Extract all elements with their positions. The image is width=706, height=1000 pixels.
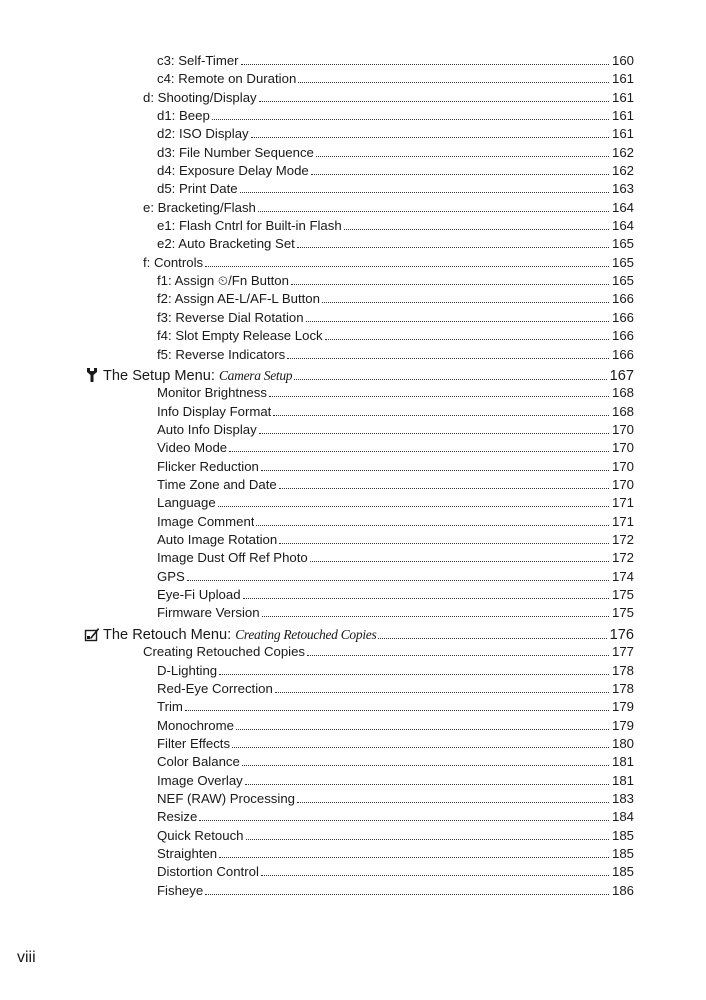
toc-entry[interactable] — [0, 421, 706, 439]
dot-leader — [378, 638, 607, 639]
wrench-icon — [84, 367, 100, 383]
toc-entry-label: d2: ISO Display — [157, 126, 249, 142]
toc-entry-page: 177 — [611, 644, 634, 660]
toc-entry-page: 179 — [611, 717, 634, 733]
toc-entry[interactable] — [0, 698, 706, 716]
toc-entry[interactable] — [0, 845, 706, 863]
toc-entry[interactable] — [0, 439, 706, 457]
toc-entry-page: 166 — [611, 291, 634, 307]
toc-entry-page: 172 — [611, 550, 634, 566]
toc-entry[interactable] — [0, 272, 706, 290]
toc-entry-label: f3: Reverse Dial Rotation — [157, 309, 304, 325]
toc-entry-label: Straighten — [157, 846, 218, 862]
dot-leader — [311, 174, 609, 175]
toc-entry-page: 165 — [611, 236, 634, 252]
toc-entry-label: Monitor Brightness — [157, 385, 267, 401]
dot-leader — [212, 119, 609, 120]
toc-entry[interactable] — [0, 790, 706, 808]
dot-leader — [279, 543, 609, 544]
dot-leader — [242, 765, 609, 766]
toc-entry-label: The Retouch Menu: — [103, 626, 232, 643]
dot-leader — [310, 561, 609, 562]
toc-entry-page: 168 — [611, 385, 634, 401]
toc-entry-page: 161 — [611, 89, 634, 105]
toc-entry-label: Trim — [157, 699, 183, 715]
toc-entry-subtitle: Creating Retouched Copies — [235, 626, 377, 642]
toc-entry-page: 164 — [611, 218, 634, 234]
toc-entry-page: 166 — [611, 346, 634, 362]
dot-leader — [306, 321, 609, 322]
toc-entry-page: 174 — [611, 568, 634, 584]
toc-entry[interactable] — [0, 735, 706, 753]
dot-leader — [259, 433, 609, 434]
toc-entry[interactable] — [0, 125, 706, 143]
toc-entry-page: 163 — [611, 181, 634, 197]
toc-entry-page: 166 — [611, 328, 634, 344]
dot-leader — [218, 506, 609, 507]
page-number: viii — [17, 949, 36, 966]
toc-entry-page: 162 — [611, 144, 634, 160]
toc-entry-page: 185 — [611, 846, 634, 862]
toc-entry-page: 172 — [611, 532, 634, 548]
toc-entry-label: d1: Beep — [157, 108, 210, 124]
section-heading[interactable] — [0, 364, 706, 385]
toc-entry[interactable] — [0, 235, 706, 253]
toc-entry-label: Creating Retouched Copies — [143, 644, 306, 660]
toc-entry[interactable] — [0, 772, 706, 790]
toc-entry-label: d3: File Number Sequence — [157, 144, 314, 160]
toc-entry-page: 176 — [609, 626, 634, 643]
dot-leader — [322, 302, 609, 303]
dot-leader — [229, 451, 609, 452]
toc-entry[interactable] — [0, 476, 706, 494]
toc-entry-page: 185 — [611, 864, 634, 880]
toc-entry-label: D-Lighting — [157, 662, 218, 678]
dot-leader — [245, 784, 609, 785]
toc-entry[interactable] — [0, 290, 706, 308]
toc-entry[interactable] — [0, 144, 706, 162]
dot-leader — [205, 894, 609, 895]
dot-leader — [187, 580, 609, 581]
dot-leader — [297, 247, 609, 248]
toc-entry[interactable] — [0, 549, 706, 567]
dot-leader — [294, 379, 607, 380]
toc-entry[interactable] — [0, 513, 706, 531]
toc-entry-label: e2: Auto Bracketing Set — [157, 236, 295, 252]
toc-entry-label: Resize — [157, 809, 198, 825]
toc-entry[interactable] — [0, 403, 706, 421]
section-heading[interactable] — [0, 623, 706, 644]
dot-leader — [258, 211, 609, 212]
dot-leader — [261, 875, 609, 876]
toc-entry-label: Image Comment — [157, 513, 255, 529]
retouch-icon — [84, 626, 100, 642]
toc-entry-label: Flicker Reduction — [157, 458, 259, 474]
toc-entry-label: f: Controls — [143, 254, 204, 270]
toc-entry-label: Monochrome — [157, 717, 234, 733]
toc-entry-label: f4: Slot Empty Release Lock — [157, 328, 323, 344]
toc-entry[interactable] — [0, 643, 706, 661]
toc-entry[interactable] — [0, 586, 706, 604]
toc-entry-label: f2: Assign AE-L/AF-L Button — [157, 291, 320, 307]
toc-entry-page: 170 — [611, 440, 634, 456]
toc-entry-page: 170 — [611, 458, 634, 474]
toc-entry-label: f5: Reverse Indicators — [157, 346, 286, 362]
toc-entry-label: Auto Info Display — [157, 422, 257, 438]
dot-leader — [261, 470, 609, 471]
toc-entry-label: Time Zone and Date — [157, 477, 277, 493]
dot-leader — [316, 156, 609, 157]
dot-leader — [262, 616, 609, 617]
dot-leader — [251, 137, 609, 138]
toc-entry[interactable] — [0, 882, 706, 900]
dot-leader — [219, 674, 609, 675]
dot-leader — [291, 284, 609, 285]
dot-leader — [275, 692, 609, 693]
dot-leader — [246, 839, 610, 840]
toc-entry-page: 181 — [611, 772, 634, 788]
toc-entry-label: Firmware Version — [157, 605, 260, 621]
toc-entry[interactable] — [0, 254, 706, 272]
toc-entry-label: Info Display Format — [157, 403, 272, 419]
dot-leader — [243, 598, 609, 599]
toc-entry-page: 167 — [609, 367, 634, 384]
toc-entry-page: 164 — [611, 199, 634, 215]
toc-entry-label: GPS — [157, 568, 185, 584]
toc-entry-page: 161 — [611, 126, 634, 142]
toc-entry-label: Image Dust Off Ref Photo — [157, 550, 308, 566]
toc-entry-page: 185 — [611, 827, 634, 843]
dot-leader — [298, 82, 609, 83]
toc-entry-label: d5: Print Date — [157, 181, 238, 197]
toc-entry[interactable] — [0, 717, 706, 735]
dot-leader — [307, 655, 609, 656]
toc-entry[interactable] — [0, 199, 706, 217]
toc-entry-label: Fisheye — [157, 882, 204, 898]
toc-entry-page: 165 — [611, 254, 634, 270]
toc-entry-label: Language — [157, 495, 216, 511]
toc-entry-page: 181 — [611, 754, 634, 770]
toc-entry[interactable] — [0, 384, 706, 402]
toc-entry-page: 178 — [611, 662, 634, 678]
toc-entry[interactable] — [0, 604, 706, 622]
toc-entry-page: 166 — [611, 309, 634, 325]
toc-entry[interactable] — [0, 680, 706, 698]
toc-entry-label: Image Overlay — [157, 772, 243, 788]
toc-entry-label: d4: Exposure Delay Mode — [157, 163, 309, 179]
toc-entry[interactable] — [0, 107, 706, 125]
dot-leader — [241, 64, 609, 65]
dot-leader — [279, 488, 609, 489]
toc-entry-page: 170 — [611, 422, 634, 438]
toc-entry[interactable] — [0, 217, 706, 235]
toc-entry-label: c4: Remote on Duration — [157, 71, 297, 87]
dot-leader — [205, 266, 609, 267]
toc-entry[interactable] — [0, 327, 706, 345]
dot-leader — [325, 339, 609, 340]
dot-leader — [344, 229, 609, 230]
toc-entry-page: 178 — [611, 681, 634, 696]
toc-entry[interactable] — [0, 753, 706, 771]
toc-entry[interactable] — [0, 458, 706, 476]
toc-entry-label: Quick Retouch — [157, 827, 244, 843]
toc-entry[interactable] — [0, 89, 706, 107]
toc-entry[interactable] — [0, 827, 706, 845]
toc-entry[interactable] — [0, 808, 706, 826]
toc-entry[interactable] — [0, 531, 706, 549]
toc-entry-label: Color Balance — [157, 754, 240, 770]
toc-entry-page: 186 — [611, 882, 634, 898]
toc-entry-page: 170 — [611, 477, 634, 493]
toc-entry-page: 175 — [611, 587, 634, 603]
toc-entry[interactable] — [0, 346, 706, 364]
toc-entry-page: 171 — [611, 513, 634, 529]
toc-entry-page: 184 — [611, 809, 634, 825]
toc-entry-page: 161 — [611, 108, 634, 124]
toc-entry-page: 175 — [611, 605, 634, 621]
toc-entry-page: 168 — [611, 403, 634, 419]
toc-entry-label: The Setup Menu: — [103, 367, 215, 384]
toc-entry-page: 180 — [611, 736, 634, 752]
toc-entry-label: Filter Effects — [157, 736, 231, 752]
toc-entry-page: 179 — [611, 699, 634, 715]
toc-entry-page: 161 — [611, 71, 634, 87]
toc-entry[interactable] — [0, 662, 706, 680]
toc-entry-label: c3: Self-Timer — [157, 53, 239, 68]
dot-leader — [219, 857, 609, 858]
toc-entry-label: Auto Image Rotation — [157, 532, 278, 548]
table-of-contents — [0, 52, 706, 900]
toc-entry-label: e1: Flash Cntrl for Built-in Flash — [157, 218, 342, 234]
toc-entry[interactable] — [0, 70, 706, 88]
dot-leader — [297, 802, 609, 803]
dot-leader — [259, 101, 609, 102]
toc-entry[interactable] — [0, 863, 706, 881]
toc-entry-page: 162 — [611, 163, 634, 179]
dot-leader — [236, 729, 609, 730]
dot-leader — [185, 710, 609, 711]
toc-entry-label: Eye-Fi Upload — [157, 587, 241, 603]
toc-entry[interactable] — [0, 494, 706, 512]
toc-entry-page: 183 — [611, 791, 634, 807]
toc-entry[interactable] — [0, 180, 706, 198]
toc-entry-page: 160 — [611, 53, 634, 68]
dot-leader — [232, 747, 609, 748]
toc-entry[interactable] — [0, 52, 706, 70]
toc-entry-label: Video Mode — [157, 440, 228, 456]
toc-entry-page: 165 — [611, 273, 634, 289]
dot-leader — [199, 820, 609, 821]
dot-leader — [240, 192, 609, 193]
dot-leader — [269, 396, 609, 397]
dot-leader — [256, 525, 609, 526]
toc-entry[interactable] — [0, 568, 706, 586]
toc-entry-label: Distortion Control — [157, 864, 259, 880]
toc-entry-label: NEF (RAW) Processing — [157, 791, 295, 807]
toc-entry[interactable] — [0, 309, 706, 327]
toc-entry-label: Red-Eye Correction — [157, 681, 273, 696]
dot-leader — [273, 415, 609, 416]
toc-entry[interactable] — [0, 162, 706, 180]
toc-entry-subtitle: Camera Setup — [218, 367, 293, 383]
toc-entry-page: 171 — [611, 495, 634, 511]
toc-entry-label: f1: Assign ⏲/Fn Button — [157, 273, 289, 289]
dot-leader — [287, 358, 609, 359]
toc-entry-label: d: Shooting/Display — [143, 89, 257, 105]
toc-entry-label: e: Bracketing/Flash — [143, 199, 256, 215]
